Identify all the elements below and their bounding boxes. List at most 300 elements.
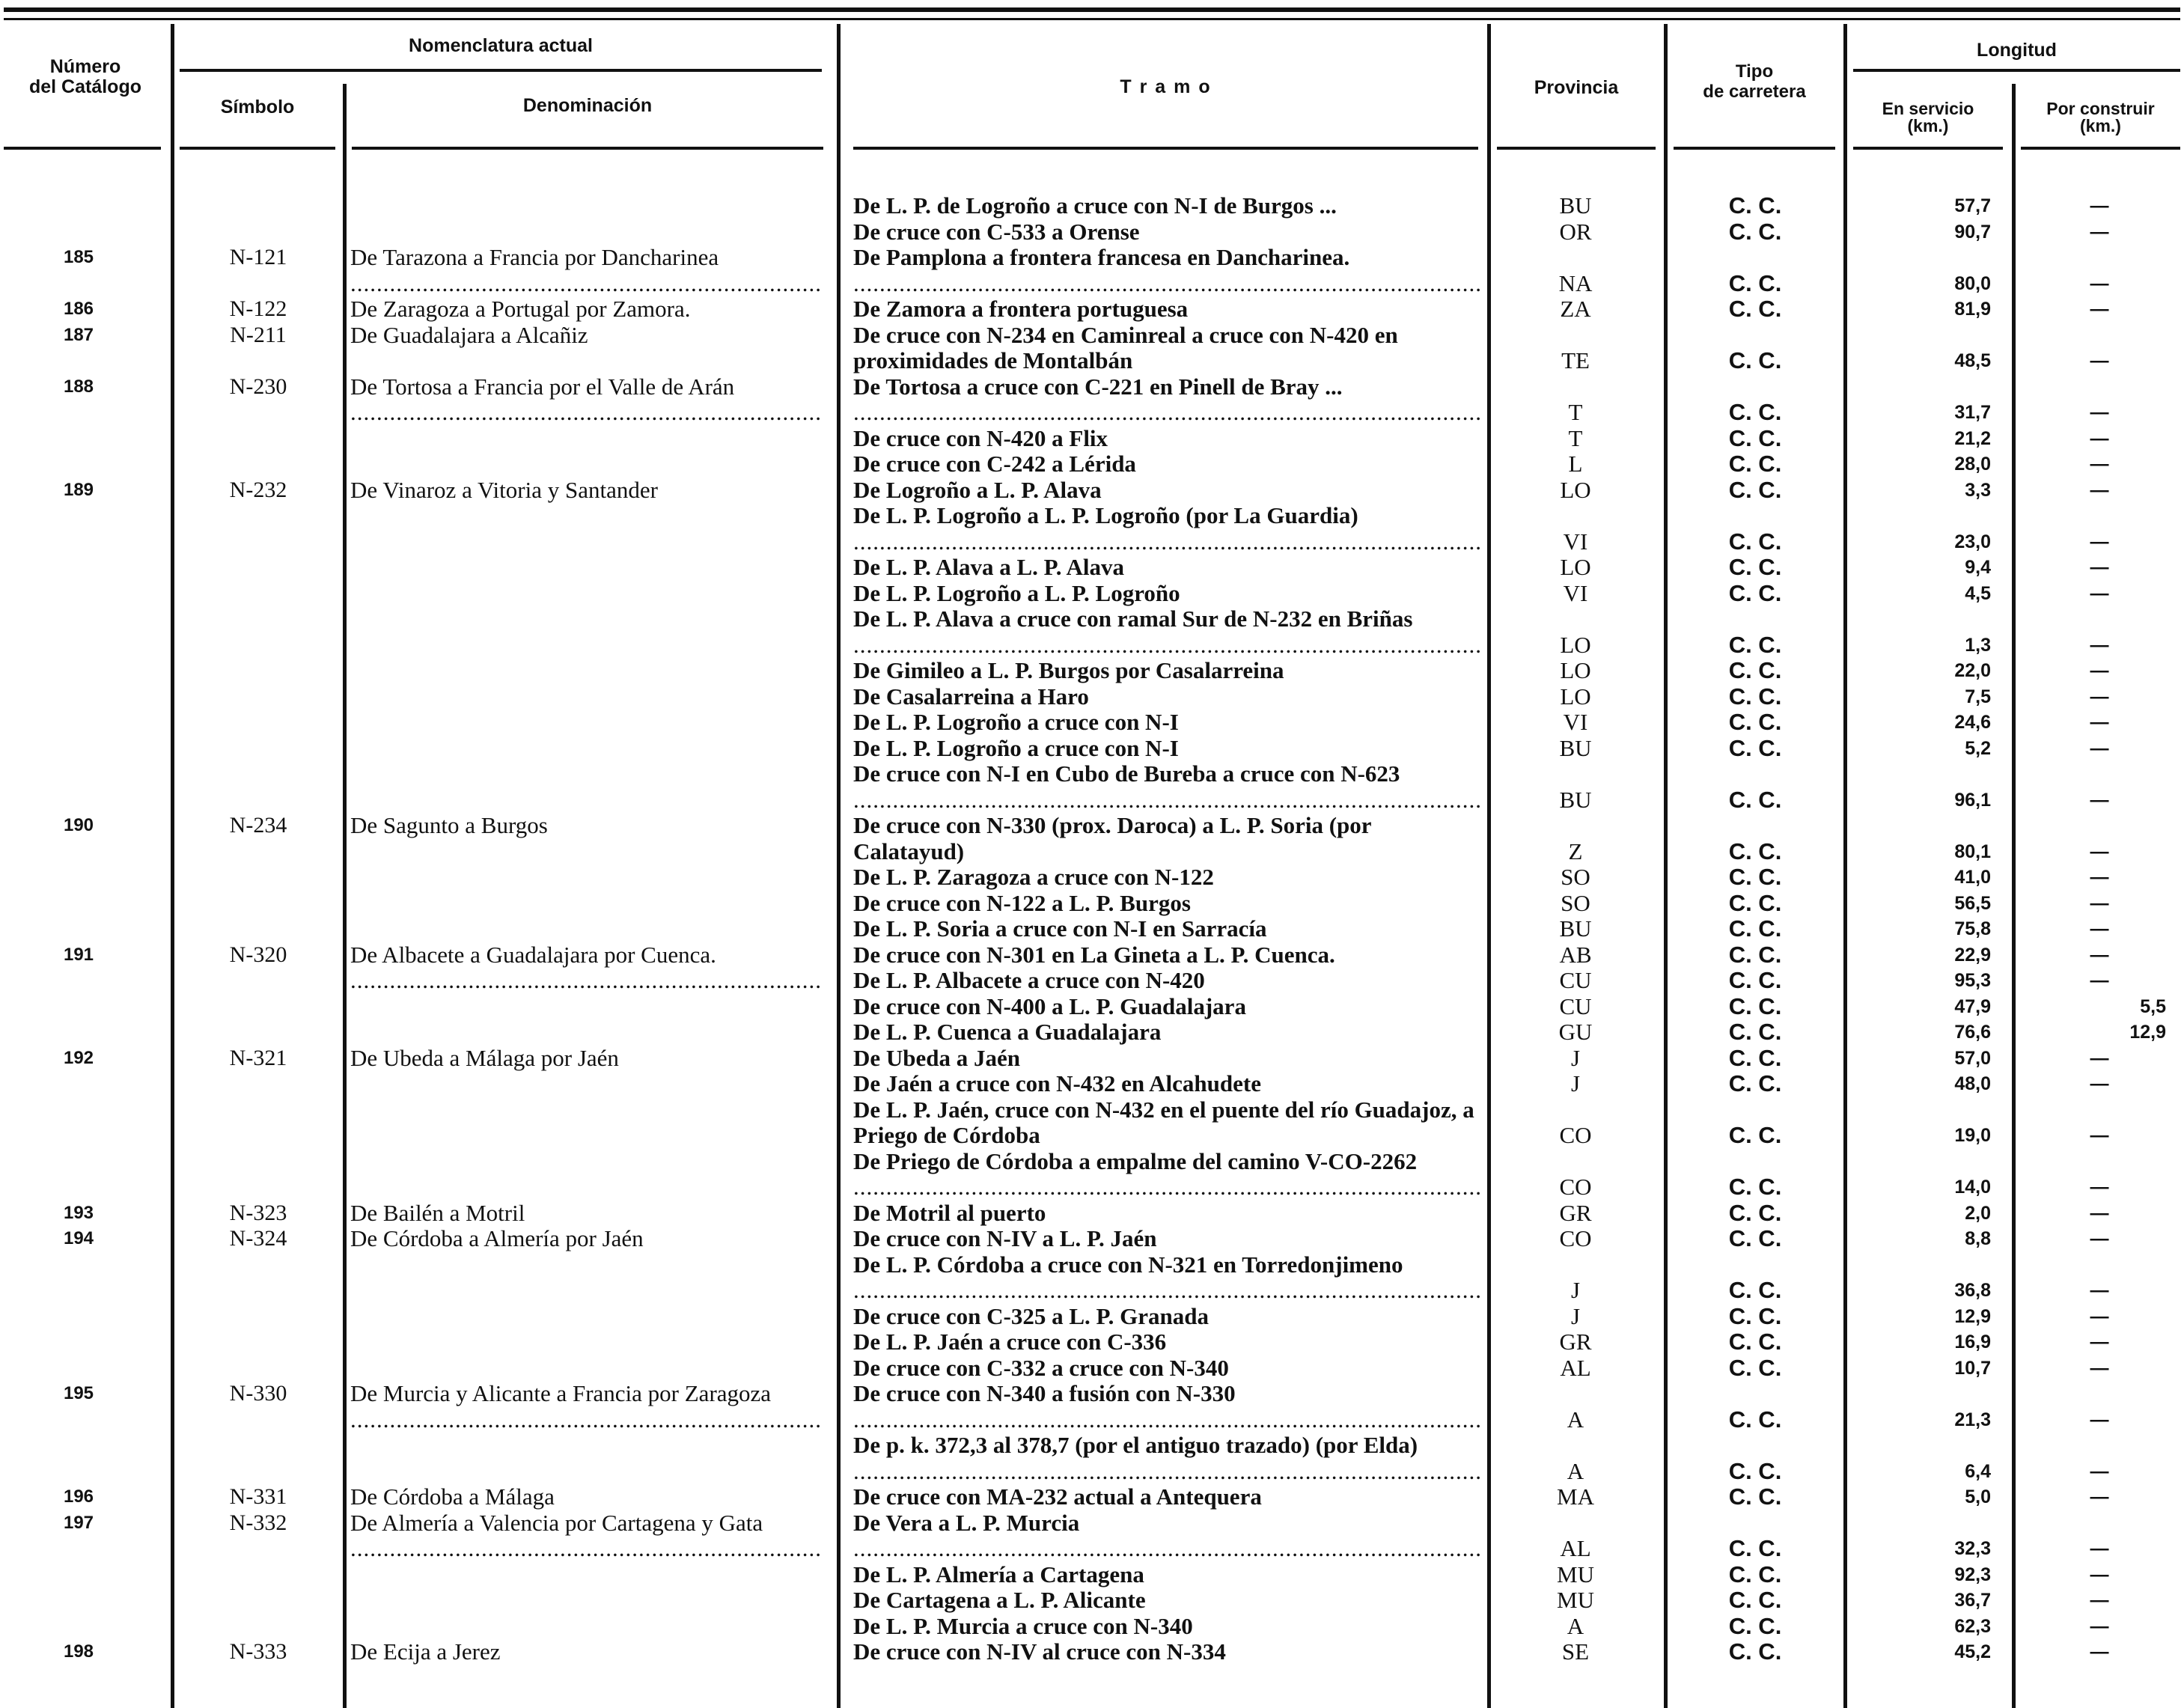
tramo-description: De p. k. 372,3 al 378,7 (por el antiguo trazado) (por Elda) ..... xyxy=(853,1433,1482,1484)
tipo-carretera: C. C. xyxy=(1728,1123,1782,1148)
length-por-construir: 12,9 xyxy=(2129,1022,2166,1043)
road-symbol: N-121 xyxy=(229,245,287,269)
tipo-carretera: C. C. xyxy=(1728,451,1782,477)
header-por-construir-line2: (km.) xyxy=(2080,116,2121,135)
catalog-number: 189 xyxy=(63,479,94,500)
length-por-construir: — xyxy=(2090,1409,2109,1430)
tramo-description: De cruce con N-I en Cubo de Bureba a cruce con N-623 ..... xyxy=(853,761,1482,813)
provincia-code: A xyxy=(1567,1613,1584,1639)
table-row xyxy=(0,245,2184,296)
tramo-description: De cruce con N-330 (prox. Daroca) a L. P. Soria (por Calatayud) ..... xyxy=(853,813,1482,864)
tramo-description: De cruce con N-340 a fusión con N-330 ..... xyxy=(853,1381,1482,1433)
tramo-description: De cruce con C-533 a Orense ..... xyxy=(853,219,1482,245)
tipo-carretera: C. C. xyxy=(1728,1174,1782,1200)
table-row xyxy=(0,555,2184,581)
length-por-construir: — xyxy=(2090,299,2109,320)
table-row xyxy=(0,1226,2184,1252)
length-en-servicio: 23,0 xyxy=(1954,531,1991,552)
header-por-construir-line1: Por construir xyxy=(2046,99,2155,118)
table-row xyxy=(0,710,2184,736)
catalog-number: 190 xyxy=(63,815,94,835)
header-bottom-rule xyxy=(2021,147,2180,150)
length-en-servicio: 1,3 xyxy=(1965,634,1991,656)
road-symbol: N-230 xyxy=(229,373,287,399)
header-tipo xyxy=(1674,61,1835,102)
length-en-servicio: 47,9 xyxy=(1954,995,1991,1017)
length-en-servicio: 3,3 xyxy=(1965,479,1991,501)
tramo-description: De cruce con C-332 a cruce con N-340 ..... xyxy=(853,1355,1482,1382)
provincia-code: GR xyxy=(1559,1200,1592,1226)
provincia-code: Z xyxy=(1568,838,1583,864)
table-row xyxy=(0,1381,2184,1433)
length-por-construir: — xyxy=(2090,892,2109,914)
table-row xyxy=(0,1587,2184,1614)
provincia-code: VI xyxy=(1563,580,1588,606)
header-subrule-longitud xyxy=(1853,69,2180,72)
table-row xyxy=(0,1149,2184,1201)
table-row xyxy=(0,684,2184,710)
header-simbolo: Símbolo xyxy=(220,97,295,118)
table-row xyxy=(0,1639,2184,1665)
table-row xyxy=(0,323,2184,374)
road-symbol: N-232 xyxy=(229,477,287,502)
tipo-carretera: C. C. xyxy=(1728,1536,1782,1561)
tipo-carretera: C. C. xyxy=(1728,1639,1782,1665)
tramo-description: De cruce con C-242 a Lérida ..... xyxy=(853,451,1482,478)
header-tipo-line2: de carretera xyxy=(1703,82,1806,102)
tipo-carretera: C. C. xyxy=(1728,683,1782,710)
road-denomination: De Tarazona a Francia por Dancharinea ..... xyxy=(350,245,823,296)
header-longitud: Longitud xyxy=(1977,40,2057,61)
header-por-construir xyxy=(2021,100,2180,135)
tramo-description: De Zamora a frontera portuguesa ..... xyxy=(853,296,1482,323)
header-tramo: T r a m o xyxy=(1120,76,1212,97)
header-en-servicio xyxy=(1853,100,2003,135)
length-en-servicio: 22,0 xyxy=(1954,660,1991,681)
table-row xyxy=(0,994,2184,1020)
catalog-number: 196 xyxy=(63,1486,94,1507)
table-row xyxy=(0,916,2184,942)
table-row xyxy=(0,1071,2184,1097)
length-en-servicio: 19,0 xyxy=(1954,1125,1991,1146)
provincia-code: J xyxy=(1570,1071,1581,1097)
catalog-number: 187 xyxy=(63,324,94,345)
tramo-description: De L. P. Córdoba a cruce con N-321 en Torredonjimeno ..... xyxy=(853,1252,1482,1304)
length-en-servicio: 95,3 xyxy=(1954,970,1991,991)
provincia-code: CU xyxy=(1559,993,1592,1019)
tramo-description: De Logroño a L. P. Alava ..... xyxy=(853,478,1482,504)
table-row xyxy=(0,503,2184,555)
header-numero xyxy=(0,57,171,97)
length-por-construir: — xyxy=(2090,1564,2109,1585)
table-row xyxy=(0,426,2184,452)
tramo-description: De Jaén a cruce con N-432 en Alcahudete ..... xyxy=(853,1071,1482,1097)
header-bottom-rule xyxy=(180,147,335,150)
length-por-construir: — xyxy=(2090,1305,2109,1327)
table-row xyxy=(0,1252,2184,1304)
header-subrule-nomenclatura xyxy=(180,69,822,72)
table-row xyxy=(0,219,2184,245)
table-row xyxy=(0,761,2184,813)
catalog-number: 192 xyxy=(63,1047,94,1068)
provincia-code: T xyxy=(1568,400,1583,425)
catalog-number: 188 xyxy=(63,376,94,397)
length-por-construir: — xyxy=(2090,195,2109,216)
tramo-description: De cruce con N-IV al cruce con N-334 ..... xyxy=(853,1639,1482,1665)
length-por-construir: — xyxy=(2090,1615,2109,1637)
provincia-code: J xyxy=(1570,1278,1581,1303)
table-row xyxy=(0,581,2184,607)
road-denomination: De Albacete a Guadalajara por Cuenca. ..... xyxy=(350,942,823,994)
table-row xyxy=(0,1510,2184,1562)
header-en-servicio-line2: (km.) xyxy=(1907,116,1949,135)
length-en-servicio: 6,4 xyxy=(1965,1460,1991,1482)
length-en-servicio: 92,3 xyxy=(1954,1564,1991,1585)
length-en-servicio: 80,0 xyxy=(1954,272,1991,294)
header-bottom-rule xyxy=(1853,147,2003,150)
header-bottom-rule xyxy=(853,147,1478,150)
length-por-construir: — xyxy=(2090,841,2109,862)
length-por-construir: — xyxy=(2090,1047,2109,1069)
tramo-description: De cruce con N-400 a L. P. Guadalajara ..... xyxy=(853,994,1482,1020)
tramo-description: De cruce con N-234 en Caminreal a cruce con N-420 en proximidades de Montalbán ..... xyxy=(853,323,1482,374)
length-por-construir: — xyxy=(2090,1280,2109,1301)
provincia-code: CO xyxy=(1559,1226,1592,1251)
length-por-construir: — xyxy=(2090,970,2109,991)
road-denomination: De Vinaroz a Vitoria y Santander ..... xyxy=(350,478,823,504)
top-rule-thin xyxy=(4,18,2180,20)
length-por-construir: — xyxy=(2090,1073,2109,1094)
provincia-code: AL xyxy=(1560,1536,1591,1561)
length-en-servicio: 36,8 xyxy=(1954,1280,1991,1301)
road-symbol: N-321 xyxy=(229,1045,287,1070)
length-en-servicio: 75,8 xyxy=(1954,918,1991,939)
tipo-carretera: C. C. xyxy=(1728,1355,1782,1381)
tipo-carretera: C. C. xyxy=(1728,528,1782,555)
provincia-code: BU xyxy=(1559,787,1592,813)
tipo-carretera: C. C. xyxy=(1728,580,1782,606)
length-por-construir: — xyxy=(2090,789,2109,811)
provincia-code: SE xyxy=(1561,1639,1590,1665)
length-por-construir: — xyxy=(2090,1641,2109,1662)
header-numero-line2: del Catálogo xyxy=(28,76,141,97)
catalog-number: 194 xyxy=(63,1228,94,1248)
provincia-code: LO xyxy=(1560,658,1591,683)
length-por-construir: — xyxy=(2090,402,2109,423)
provincia-code: CU xyxy=(1559,968,1592,993)
provincia-code: NA xyxy=(1558,270,1593,296)
length-por-construir: 5,5 xyxy=(2140,995,2166,1017)
length-por-construir: — xyxy=(2090,918,2109,939)
tramo-description: De Tortosa a cruce con C-221 en Pinell de Bray ... ..... xyxy=(853,374,1482,426)
header-tipo-line1: Tipo xyxy=(1735,61,1774,82)
length-por-construir: — xyxy=(2090,582,2109,604)
length-en-servicio: 21,3 xyxy=(1954,1409,1991,1430)
tipo-carretera: C. C. xyxy=(1728,993,1782,1019)
length-por-construir: — xyxy=(2090,479,2109,501)
length-en-servicio: 90,7 xyxy=(1954,221,1991,243)
tipo-carretera: C. C. xyxy=(1728,1484,1782,1510)
tipo-carretera: C. C. xyxy=(1728,296,1782,322)
table-row xyxy=(0,606,2184,658)
tramo-description: De L. P. Almería a Cartagena ..... xyxy=(853,1562,1482,1588)
tipo-carretera: C. C. xyxy=(1728,658,1782,683)
length-en-servicio: 48,0 xyxy=(1954,1073,1991,1094)
length-en-servicio: 31,7 xyxy=(1954,402,1991,423)
length-en-servicio: 7,5 xyxy=(1965,686,1991,707)
tramo-description: De L. P. Logroño a cruce con N-I ..... xyxy=(853,736,1482,762)
tipo-carretera: C. C. xyxy=(1728,787,1782,813)
provincia-code: OR xyxy=(1559,219,1592,245)
road-denomination: De Almería a Valencia por Cartagena y Gata ..... xyxy=(350,1510,823,1562)
catalog-number: 195 xyxy=(63,1383,94,1403)
tramo-description: De cruce con MA-232 actual a Antequera ..... xyxy=(853,1484,1482,1510)
tramo-description: De Motril al puerto ..... xyxy=(853,1201,1482,1227)
table-row xyxy=(0,478,2184,504)
tipo-carretera: C. C. xyxy=(1728,1613,1782,1639)
tramo-description: De Gimileo a L. P. Burgos por Casalarreina ..... xyxy=(853,658,1482,684)
table-row xyxy=(0,1019,2184,1046)
tramo-description: De L. P. Logroño a cruce con N-I ..... xyxy=(853,710,1482,736)
length-por-construir: — xyxy=(2090,221,2109,243)
road-symbol: N-324 xyxy=(229,1226,287,1251)
table-row xyxy=(0,1562,2184,1588)
length-por-construir: — xyxy=(2090,1202,2109,1224)
header-bottom-rule xyxy=(352,147,823,150)
provincia-code: A xyxy=(1567,1406,1584,1433)
tipo-carretera: C. C. xyxy=(1728,1200,1782,1226)
length-en-servicio: 9,4 xyxy=(1965,557,1991,578)
length-por-construir: — xyxy=(2090,867,2109,888)
tramo-description: De L. P. Logroño a L. P. Logroño ..... xyxy=(853,581,1482,607)
tipo-carretera: C. C. xyxy=(1728,735,1782,761)
road-denomination: De Ubeda a Málaga por Jaén ..... xyxy=(350,1046,823,1072)
length-en-servicio: 8,8 xyxy=(1965,1228,1991,1249)
tramo-description: De Ubeda a Jaén ..... xyxy=(853,1046,1482,1072)
tramo-description: De cruce con N-IV a L. P. Jaén ..... xyxy=(853,1226,1482,1252)
length-en-servicio: 45,2 xyxy=(1954,1641,1991,1662)
road-symbol: N-331 xyxy=(229,1484,287,1509)
provincia-code: GR xyxy=(1559,1329,1592,1355)
header-bottom-rule xyxy=(4,147,161,150)
tipo-carretera: C. C. xyxy=(1728,425,1782,451)
tramo-description: De Cartagena a L. P. Alicante ..... xyxy=(853,1587,1482,1614)
provincia-code: TE xyxy=(1561,348,1590,373)
provincia-code: A xyxy=(1567,1458,1584,1484)
tipo-carretera: C. C. xyxy=(1728,1019,1782,1045)
provincia-code: LO xyxy=(1560,477,1591,503)
road-denomination: De Zaragoza a Portugal por Zamora. ..... xyxy=(350,296,823,323)
provincia-code: MU xyxy=(1557,1561,1594,1587)
provincia-code: MU xyxy=(1557,1587,1594,1613)
length-en-servicio: 81,9 xyxy=(1954,299,1991,320)
table-row xyxy=(0,736,2184,762)
provincia-code: CO xyxy=(1559,1174,1592,1200)
length-en-servicio: 21,2 xyxy=(1954,427,1991,449)
tipo-carretera: C. C. xyxy=(1728,632,1782,658)
tipo-carretera: C. C. xyxy=(1728,864,1782,890)
length-por-construir: — xyxy=(2090,634,2109,656)
length-en-servicio: 16,9 xyxy=(1954,1332,1991,1352)
length-en-servicio: 4,5 xyxy=(1965,582,1991,604)
length-por-construir: — xyxy=(2090,1177,2109,1198)
length-en-servicio: 2,0 xyxy=(1965,1202,1991,1224)
tipo-carretera: C. C. xyxy=(1728,1587,1782,1613)
tipo-carretera: C. C. xyxy=(1728,400,1782,425)
length-por-construir: — xyxy=(2090,1590,2109,1611)
length-en-servicio: 36,7 xyxy=(1954,1590,1991,1611)
road-denomination: De Murcia y Alicante a Francia por Zaragoza ..... xyxy=(350,1381,823,1433)
length-por-construir: — xyxy=(2090,944,2109,966)
tramo-description: De L. P. Soria a cruce con N-I en Sarracía ..... xyxy=(853,916,1482,942)
road-denomination: De Córdoba a Málaga ..... xyxy=(350,1484,823,1510)
tipo-carretera: C. C. xyxy=(1728,219,1782,245)
tipo-carretera: C. C. xyxy=(1728,1561,1782,1587)
length-en-servicio: 22,9 xyxy=(1954,944,1991,966)
length-por-construir: — xyxy=(2090,557,2109,578)
length-en-servicio: 41,0 xyxy=(1954,867,1991,888)
provincia-code: MA xyxy=(1557,1484,1594,1510)
tramo-description: De cruce con C-325 a L. P. Granada ..... xyxy=(853,1304,1482,1330)
tramo-description: De L. P. Albacete a cruce con N-420 ..... xyxy=(853,968,1482,994)
length-en-servicio: 76,6 xyxy=(1954,1022,1991,1043)
catalog-number: 193 xyxy=(63,1202,94,1223)
table-row xyxy=(0,1201,2184,1227)
table-row xyxy=(0,1097,2184,1149)
provincia-code: LO xyxy=(1560,683,1591,710)
tipo-carretera: C. C. xyxy=(1728,1329,1782,1355)
length-por-construir: — xyxy=(2090,531,2109,552)
table-row xyxy=(0,942,2184,969)
length-por-construir: — xyxy=(2090,686,2109,707)
provincia-code: LO xyxy=(1560,555,1591,580)
tipo-carretera: C. C. xyxy=(1728,1458,1782,1484)
provincia-code: AL xyxy=(1560,1355,1591,1381)
road-denomination: De Guadalajara a Alcañiz ..... xyxy=(350,323,823,349)
tipo-carretera: C. C. xyxy=(1728,710,1782,735)
tipo-carretera: C. C. xyxy=(1728,890,1782,916)
tipo-carretera: C. C. xyxy=(1728,1071,1782,1097)
tramo-description: De Vera a L. P. Murcia ..... xyxy=(853,1510,1482,1562)
road-symbol: N-234 xyxy=(229,813,287,838)
catalog-number: 198 xyxy=(63,1641,94,1662)
road-symbol: N-323 xyxy=(229,1200,287,1225)
tipo-carretera: C. C. xyxy=(1728,1406,1782,1433)
provincia-code: SO xyxy=(1561,890,1590,916)
top-rule xyxy=(4,7,2180,12)
provincia-code: BU xyxy=(1559,735,1592,761)
table-row xyxy=(0,193,2184,219)
length-en-servicio: 12,9 xyxy=(1954,1305,1991,1327)
catalog-number: 185 xyxy=(63,247,94,267)
table-row xyxy=(0,1355,2184,1382)
provincia-code: J xyxy=(1570,1045,1581,1071)
length-por-construir: — xyxy=(2090,427,2109,449)
header-provincia: Provincia xyxy=(1534,77,1619,98)
catalog-number: 186 xyxy=(63,299,94,319)
table-row xyxy=(0,891,2184,917)
road-symbol: N-211 xyxy=(230,322,287,347)
tramo-description: De L. P. Cuenca a Guadalajara ..... xyxy=(853,1019,1482,1046)
tipo-carretera: C. C. xyxy=(1728,1045,1782,1071)
tipo-carretera: C. C. xyxy=(1728,477,1782,503)
tramo-description: De L. P. Zaragoza a cruce con N-122 ..... xyxy=(853,864,1482,891)
road-symbol: N-332 xyxy=(229,1510,287,1535)
tipo-carretera: C. C. xyxy=(1728,555,1782,580)
tramo-description: De Priego de Córdoba a empalme del camino V-CO-2262 ..... xyxy=(853,1149,1482,1201)
table-row xyxy=(0,374,2184,426)
table-row xyxy=(0,813,2184,864)
table-row xyxy=(0,1046,2184,1072)
tramo-description: De L. P. Logroño a L. P. Logroño (por La Guardia) ..... xyxy=(853,503,1482,555)
road-symbol: N-330 xyxy=(229,1381,287,1406)
provincia-code: VI xyxy=(1563,710,1588,735)
length-en-servicio: 5,0 xyxy=(1965,1486,1991,1507)
provincia-code: VI xyxy=(1563,528,1588,555)
length-en-servicio: 56,5 xyxy=(1954,892,1991,914)
table-row xyxy=(0,451,2184,478)
tramo-description: De L. P. Murcia a cruce con N-340 ..... xyxy=(853,1614,1482,1640)
road-symbol: N-333 xyxy=(229,1639,287,1664)
header-en-servicio-line1: En servicio xyxy=(1882,99,1974,118)
tramo-description: De cruce con N-420 a Flix ..... xyxy=(853,426,1482,452)
length-por-construir: — xyxy=(2090,350,2109,371)
tramo-description: De cruce con N-122 a L. P. Burgos ..... xyxy=(853,891,1482,917)
length-en-servicio: 57,0 xyxy=(1954,1047,1991,1069)
table-row xyxy=(0,1433,2184,1484)
header-numero-line1: Número xyxy=(49,56,121,77)
length-por-construir: — xyxy=(2090,1357,2109,1379)
table-row xyxy=(0,1329,2184,1355)
tipo-carretera: C. C. xyxy=(1728,193,1782,219)
length-por-construir: — xyxy=(2090,712,2109,733)
tipo-carretera: C. C. xyxy=(1728,1303,1782,1329)
length-por-construir: — xyxy=(2090,737,2109,759)
length-por-construir: — xyxy=(2090,454,2109,475)
provincia-code: J xyxy=(1570,1303,1581,1329)
length-en-servicio: 32,3 xyxy=(1954,1538,1991,1559)
road-symbol: N-320 xyxy=(229,942,287,967)
tipo-carretera: C. C. xyxy=(1728,942,1782,968)
length-por-construir: — xyxy=(2090,1228,2109,1249)
length-por-construir: — xyxy=(2090,272,2109,294)
tipo-carretera: C. C. xyxy=(1728,916,1782,942)
provincia-code: LO xyxy=(1560,632,1591,658)
table-row xyxy=(0,968,2184,994)
provincia-code: CO xyxy=(1559,1123,1592,1148)
tramo-description: De L. P. Jaén, cruce con N-432 en el puente del río Guadajoz, a Priego de Córdoba ..... xyxy=(853,1097,1482,1149)
tramo-description: De Casalarreina a Haro ..... xyxy=(853,684,1482,710)
length-por-construir: — xyxy=(2090,1332,2109,1352)
catalog-number: 197 xyxy=(63,1512,94,1533)
length-por-construir: — xyxy=(2090,1538,2109,1559)
length-por-construir: — xyxy=(2090,1460,2109,1482)
provincia-code: L xyxy=(1568,451,1583,477)
road-denomination: De Sagunto a Burgos ..... xyxy=(350,813,823,839)
header-bottom-rule xyxy=(1674,147,1835,150)
tramo-description: De L. P. Jaén a cruce con C-336 ..... xyxy=(853,1329,1482,1355)
provincia-code: AB xyxy=(1559,942,1592,968)
tramo-description: De L. P. de Logroño a cruce con N-I de Burgos ... ..... xyxy=(853,193,1482,219)
length-en-servicio: 80,1 xyxy=(1954,841,1991,862)
header-nomenclatura: Nomenclatura actual xyxy=(409,35,593,56)
length-por-construir: — xyxy=(2090,660,2109,681)
length-en-servicio: 48,5 xyxy=(1954,350,1991,371)
length-en-servicio: 28,0 xyxy=(1954,454,1991,475)
tipo-carretera: C. C. xyxy=(1728,270,1782,296)
tramo-description: De Pamplona a frontera francesa en Dancharinea. ..... xyxy=(853,245,1482,296)
table-row xyxy=(0,1614,2184,1640)
